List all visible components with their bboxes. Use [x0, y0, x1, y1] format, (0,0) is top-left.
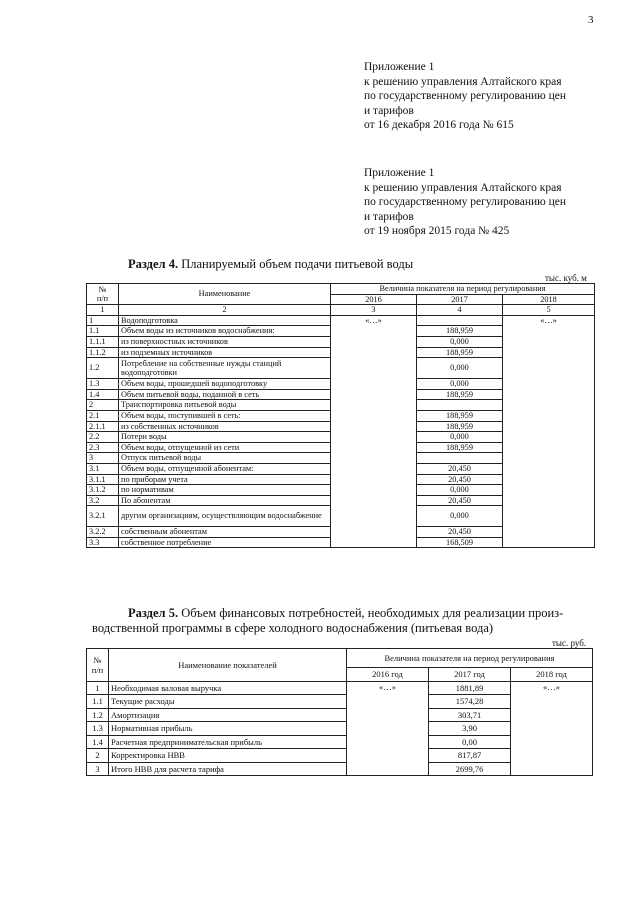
row-name: Отпуск питьевой воды: [119, 453, 331, 464]
row-number: 3.2.2: [87, 527, 119, 538]
header-num: № п/п: [87, 649, 109, 682]
section5-table: [86, 648, 593, 776]
header-index: 5: [503, 305, 595, 316]
header-name: Наименование: [119, 284, 331, 305]
appendix-line: к решению управления Алтайского края: [364, 75, 562, 88]
row-number: 1.1.1: [87, 336, 119, 347]
value-2017: 0,000: [417, 506, 503, 527]
row-name: Необходимая валовая выручка: [109, 681, 347, 695]
section5-unit: тыс. руб.: [552, 638, 587, 648]
table-row: [87, 681, 593, 695]
value-2017: 168,509: [417, 537, 503, 548]
value-2017: 20,450: [417, 474, 503, 485]
row-name: Итого НВВ для расчета тарифа: [109, 762, 347, 776]
header-period: Величина показателя на период регулирования: [347, 649, 593, 668]
section4-title-text: Планируемый объем подачи питьевой воды: [181, 257, 414, 271]
row-name: Текущие расходы: [109, 695, 347, 709]
value-2017: 20,450: [417, 527, 503, 538]
row-number: 2: [87, 400, 119, 411]
table-row: [87, 315, 595, 326]
header-num: № п/п: [87, 284, 119, 305]
row-number: 1.2: [87, 358, 119, 379]
row-name: собственное потребление: [119, 537, 331, 548]
page-number: 3: [588, 14, 594, 26]
row-name: из поверхностных источников: [119, 336, 331, 347]
header-year: 2017 год: [429, 668, 511, 682]
appendix-line: к решению управления Алтайского края: [364, 181, 562, 194]
value-2017: 0,000: [417, 379, 503, 390]
value-2017: 1574,28: [429, 695, 511, 709]
placeholder-2016: «…»: [347, 681, 429, 776]
header-year: 2016: [331, 294, 417, 305]
value-2017: 817,87: [429, 749, 511, 763]
row-number: 1.2: [87, 708, 109, 722]
row-name: Потери воды: [119, 432, 331, 443]
appendix-line: по государственному регулированию цен: [364, 90, 567, 103]
row-number: 1.3: [87, 722, 109, 736]
value-2017: [417, 315, 503, 326]
row-number: 3: [87, 762, 109, 776]
section4-label: Раздел 4.: [128, 257, 179, 271]
section4-unit: тыс. куб. м: [545, 273, 587, 283]
value-2017: 188,959: [417, 410, 503, 421]
appendix-header-new: [364, 60, 566, 133]
row-name: Транспортировка питьевой воды: [119, 400, 331, 411]
value-2017: 2699,76: [429, 762, 511, 776]
row-name: Объем воды, поступившей в сеть:: [119, 410, 331, 421]
section5-label: Раздел 5.: [128, 606, 179, 620]
appendix-line: Приложение 1: [364, 167, 435, 179]
value-2017: 0,000: [417, 336, 503, 347]
value-2017: [417, 400, 503, 411]
appendix-line: Приложение 1: [364, 61, 435, 73]
row-number: 2.1.1: [87, 421, 119, 432]
row-name: из собственных источников: [119, 421, 331, 432]
row-number: 1: [87, 681, 109, 695]
section5-title: [92, 606, 564, 636]
row-number: 2.1: [87, 410, 119, 421]
row-number: 3.2: [87, 495, 119, 506]
value-2017: [417, 453, 503, 464]
row-number: 3.2.1: [87, 506, 119, 527]
row-name: Амортизация: [109, 708, 347, 722]
value-2017: 20,450: [417, 495, 503, 506]
row-number: 3.1.1: [87, 474, 119, 485]
value-2017: 20,450: [417, 463, 503, 474]
value-2017: 188,959: [417, 326, 503, 337]
row-name: Объем питьевой воды, поданной в сеть: [119, 389, 331, 400]
row-number: 1.1: [87, 326, 119, 337]
header-year: 2018 год: [511, 668, 593, 682]
row-name: Потребление на собственные нужды станций водоподготовки: [119, 358, 331, 379]
header-year: 2016 год: [347, 668, 429, 682]
row-name: Расчетная предпринимательская прибыль: [109, 735, 347, 749]
header-index: 1: [87, 305, 119, 316]
value-2017: 188,959: [417, 421, 503, 432]
value-2017: 1881,89: [429, 681, 511, 695]
row-number: 3.1: [87, 463, 119, 474]
placeholder-2018: «…»: [511, 681, 593, 776]
row-name: Водоподготовка: [119, 315, 331, 326]
value-2017: 188,959: [417, 389, 503, 400]
header-period: Величина показателя на период регулирования: [331, 284, 595, 295]
row-name: по приборам учета: [119, 474, 331, 485]
row-name: Объем воды из источников водоснабжения:: [119, 326, 331, 337]
row-number: 2: [87, 749, 109, 763]
section5-title-line2: водственной программы в сфере холодного водоснабжения (питьевая вода): [92, 621, 494, 635]
row-name: Нормативная прибыль: [109, 722, 347, 736]
value-2017: 188,959: [417, 442, 503, 453]
row-number: 3: [87, 453, 119, 464]
header-index: 3: [331, 305, 417, 316]
placeholder-2016: «…»: [331, 315, 417, 548]
placeholder-2018: «…»: [503, 315, 595, 548]
row-number: 1: [87, 315, 119, 326]
row-name: Объем воды, отпущенной из сети: [119, 442, 331, 453]
row-name: по нормативам: [119, 485, 331, 496]
row-name: из подземных источников: [119, 347, 331, 358]
value-2017: 0,00: [429, 735, 511, 749]
appendix-line: от 19 ноября 2015 года № 425: [364, 225, 510, 238]
row-name: Объем воды, прошедшей водоподготовку: [119, 379, 331, 390]
header-name: Наименование показателей: [109, 649, 347, 682]
section5-title-line1: Объем финансовых потребностей, необходимых для реализации произ-: [181, 606, 564, 620]
header-year: 2018: [503, 294, 595, 305]
row-name: другим организациям, осуществляющим водоснабжение: [119, 506, 331, 527]
row-number: 1.1: [87, 695, 109, 709]
appendix-header-old: [364, 166, 566, 239]
header-index: 4: [417, 305, 503, 316]
row-number: 1.4: [87, 389, 119, 400]
row-name: Корректировка НВВ: [109, 749, 347, 763]
value-2017: 0,000: [417, 358, 503, 379]
row-number: 3.3: [87, 537, 119, 548]
row-name: Объем воды, отпущенной абонентам:: [119, 463, 331, 474]
row-number: 3.1.2: [87, 485, 119, 496]
value-2017: 0,000: [417, 485, 503, 496]
appendix-line: и тарифов: [364, 104, 414, 117]
header-index: 2: [119, 305, 331, 316]
value-2017: 0,000: [417, 432, 503, 443]
section4-table: [86, 283, 595, 548]
value-2017: 3,90: [429, 722, 511, 736]
appendix-line: от 16 декабря 2016 года № 615: [364, 119, 514, 132]
row-number: 2.3: [87, 442, 119, 453]
appendix-line: по государственному регулированию цен: [364, 196, 567, 209]
section4-title: [128, 257, 413, 272]
row-number: 1.4: [87, 735, 109, 749]
value-2017: 303,71: [429, 708, 511, 722]
header-year: 2017: [417, 294, 503, 305]
appendix-line: и тарифов: [364, 210, 414, 223]
row-name: собственным абонентам: [119, 527, 331, 538]
row-number: 1.1.2: [87, 347, 119, 358]
row-number: 2.2: [87, 432, 119, 443]
row-name: По абонентам: [119, 495, 331, 506]
value-2017: 188,959: [417, 347, 503, 358]
row-number: 1.3: [87, 379, 119, 390]
